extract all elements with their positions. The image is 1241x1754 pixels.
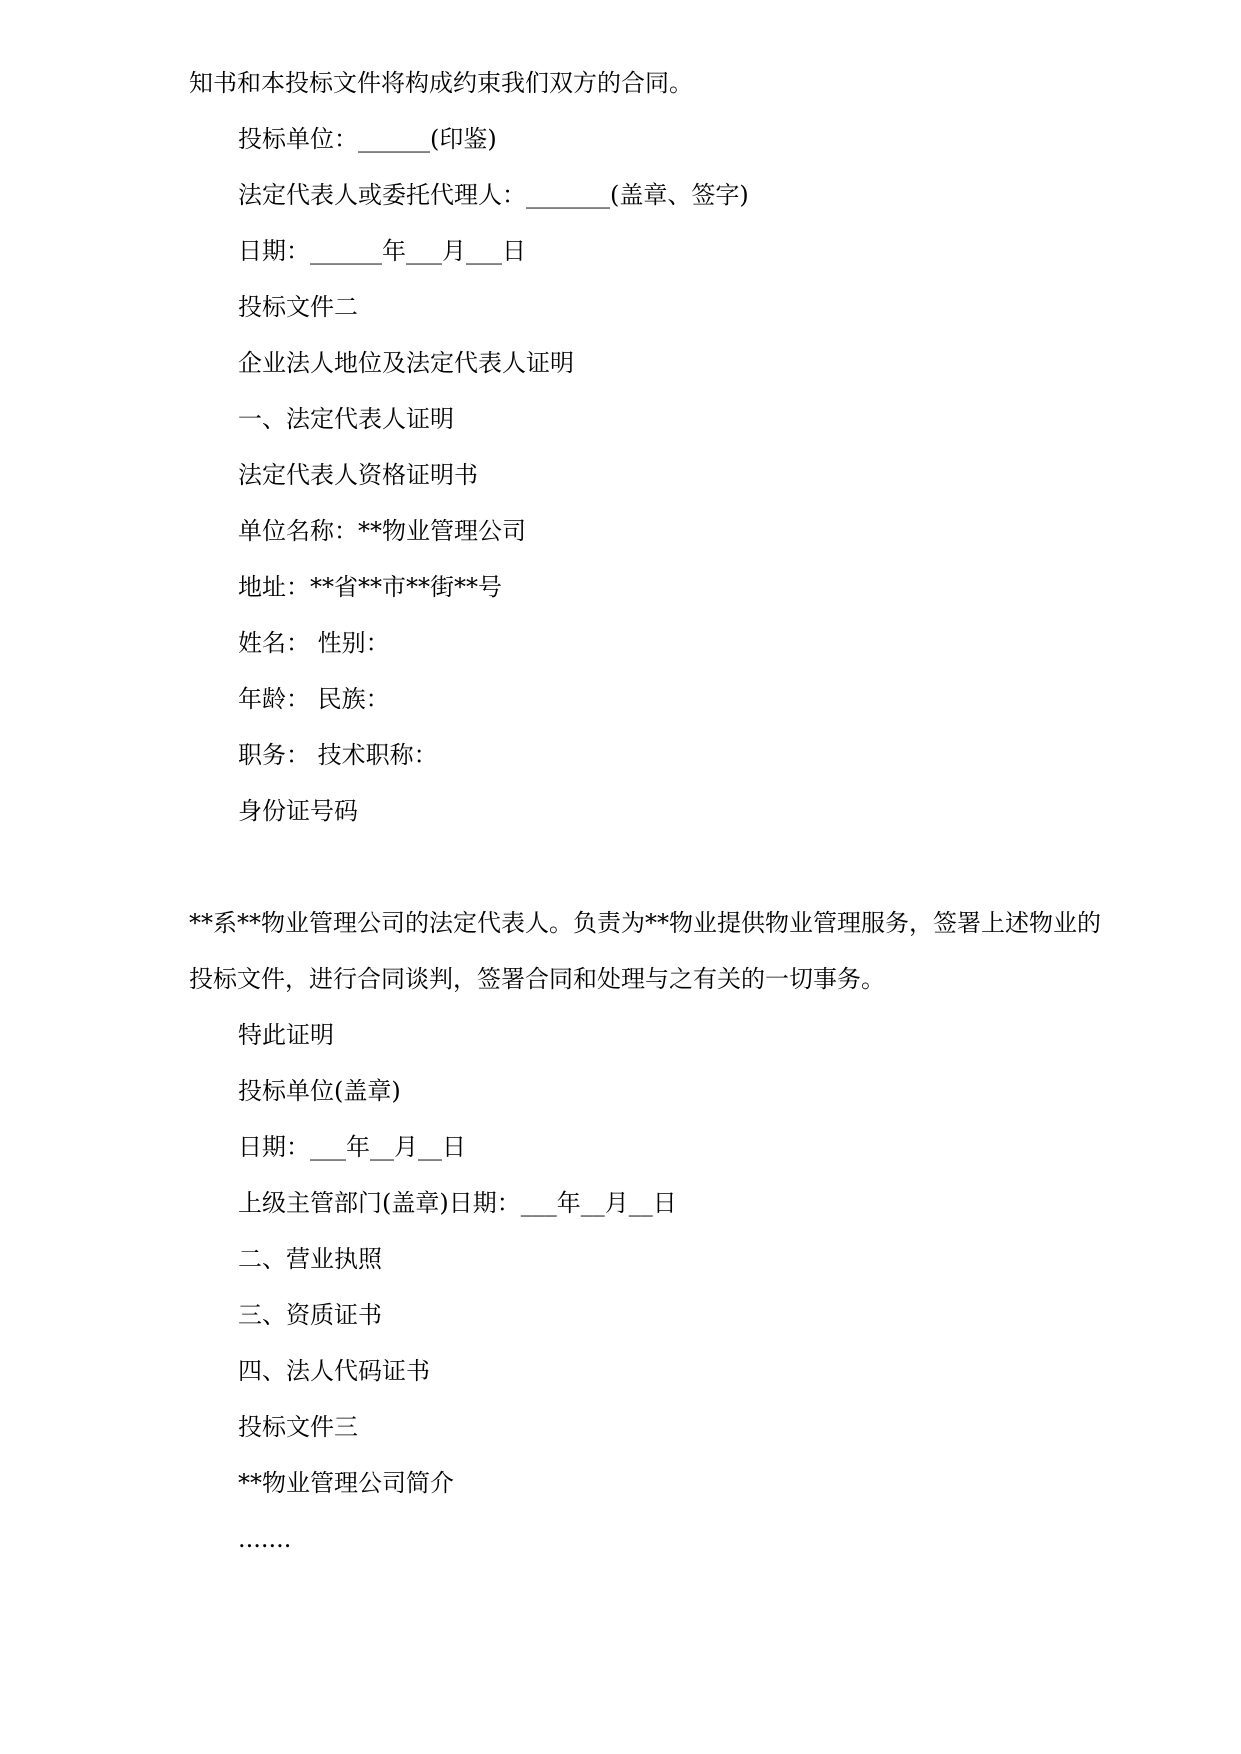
item-heading-4: 四、法人代码证书 xyxy=(238,1357,430,1385)
certification-phrase: 特此证明 xyxy=(238,1021,334,1049)
address-field: 地址：**省**市**街**号 xyxy=(238,573,502,601)
company-name-field: 单位名称：**物业管理公司 xyxy=(238,517,526,545)
representative-signature-line: 法定代表人或委托代理人：_______(盖章、签字) xyxy=(238,181,749,209)
subsection-title: 企业法人地位及法定代表人证明 xyxy=(238,349,574,377)
certificate-title: 法定代表人资格证明书 xyxy=(238,461,478,489)
name-gender-field: 姓名： 性别： xyxy=(238,629,390,657)
item-heading-1: 一、法定代表人证明 xyxy=(238,405,454,433)
ellipsis: ....... xyxy=(238,1525,292,1553)
company-profile-title: **物业管理公司简介 xyxy=(238,1469,454,1497)
section-title-bid-document-2: 投标文件二 xyxy=(238,293,358,321)
bidder-seal-line: 投标单位：______(印鉴) xyxy=(238,125,497,153)
contract-sentence: 知书和本投标文件将构成约束我们双方的合同。 xyxy=(189,69,693,97)
bidder-stamp-line: 投标单位(盖章) xyxy=(238,1077,401,1105)
statement-paragraph-line-1: **系**物业管理公司的法定代表人。负责为**物业提供物业管理服务，签署上述物业的 xyxy=(189,909,1101,937)
section-title-bid-document-3: 投标文件三 xyxy=(238,1413,358,1441)
id-number-field: 身份证号码 xyxy=(238,797,358,825)
date-line: 日期：______年___月___日 xyxy=(238,237,526,265)
statement-paragraph-line-2: 投标文件，进行合同谈判，签署合同和处理与之有关的一切事务。 xyxy=(189,965,885,993)
position-title-field: 职务： 技术职称： xyxy=(238,741,438,769)
item-heading-2: 二、营业执照 xyxy=(238,1245,382,1273)
age-ethnicity-field: 年龄： 民族： xyxy=(238,685,390,713)
item-heading-3: 三、资质证书 xyxy=(238,1301,382,1329)
supervisor-stamp-date-line: 上级主管部门(盖章)日期：___年__月__日 xyxy=(238,1189,677,1217)
date-line-2: 日期：___年__月__日 xyxy=(238,1133,466,1161)
